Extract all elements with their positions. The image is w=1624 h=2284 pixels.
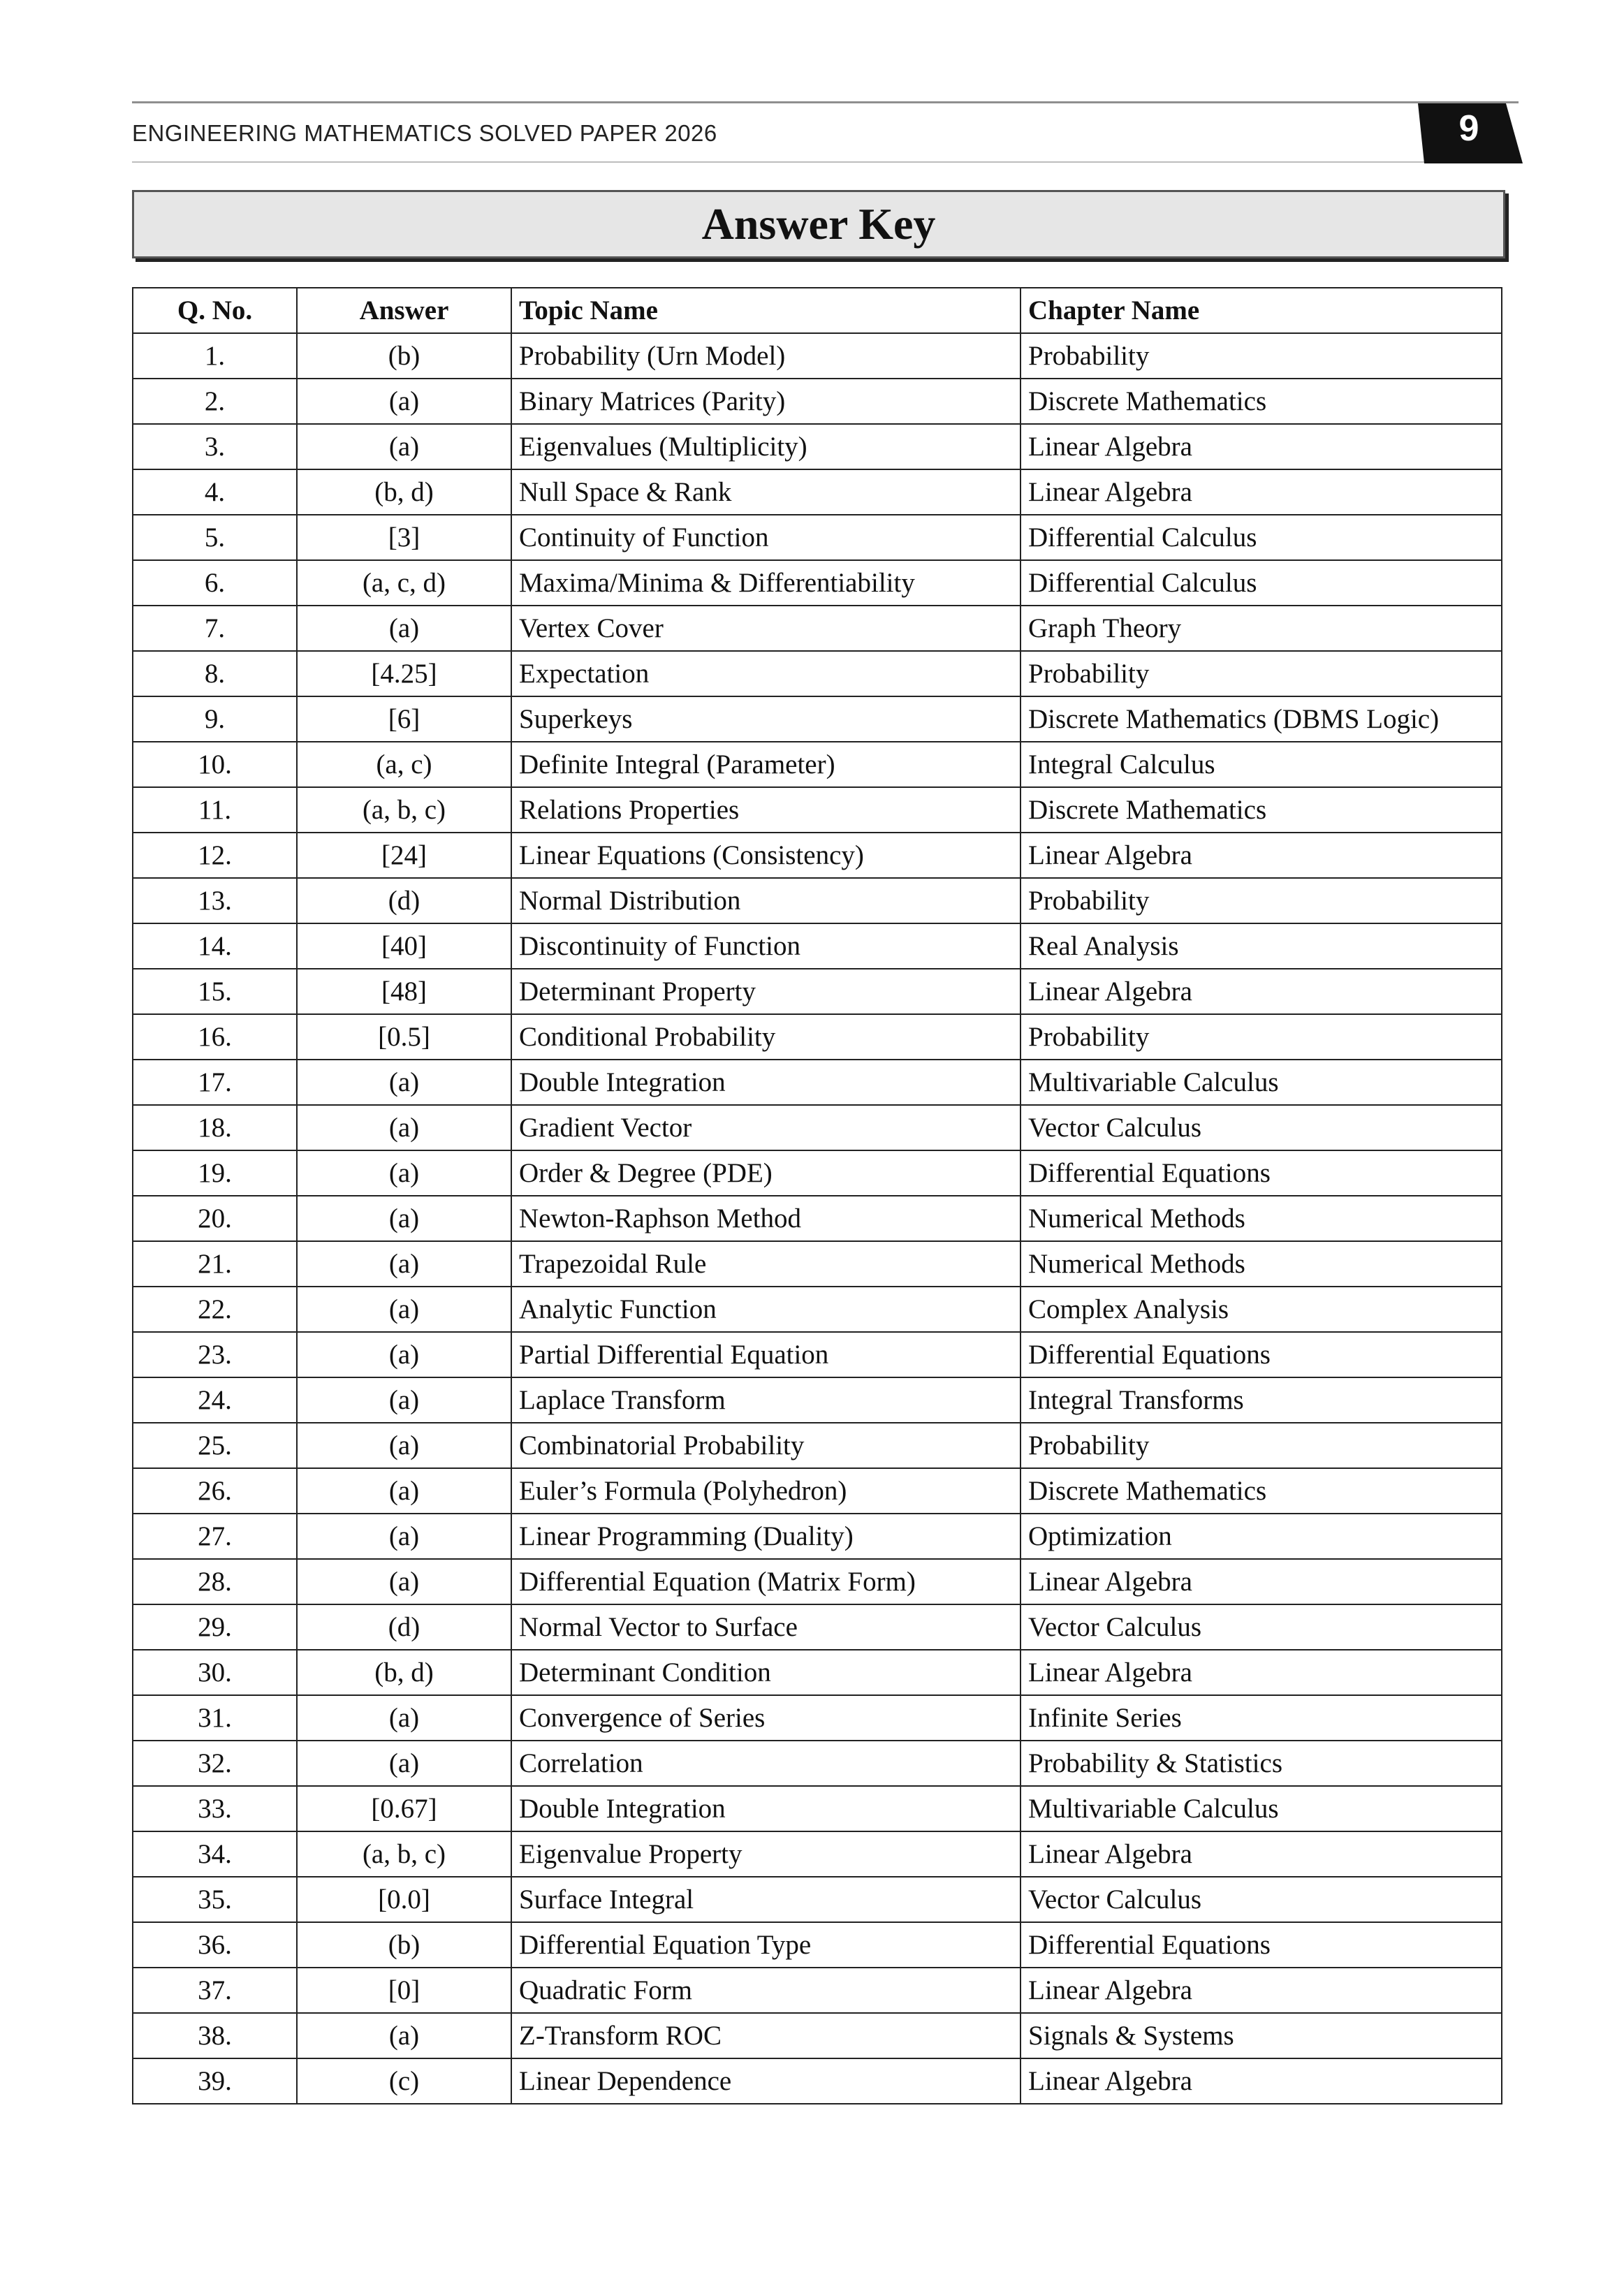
cell-chapter: Real Analysis <box>1021 923 1502 969</box>
cell-answer: (a) <box>297 1241 511 1287</box>
cell-qno: 9. <box>133 696 297 742</box>
cell-chapter: Linear Algebra <box>1021 469 1502 515</box>
cell-qno: 29. <box>133 1604 297 1650</box>
cell-chapter: Multivariable Calculus <box>1021 1060 1502 1105</box>
cell-chapter: Linear Algebra <box>1021 2058 1502 2104</box>
cell-qno: 5. <box>133 515 297 560</box>
cell-answer: [0] <box>297 1968 511 2013</box>
cell-qno: 3. <box>133 424 297 469</box>
cell-qno: 6. <box>133 560 297 606</box>
cell-topic: Surface Integral <box>511 1877 1021 1922</box>
table-row <box>133 1332 1502 1377</box>
cell-qno: 7. <box>133 606 297 651</box>
cell-chapter: Differential Equations <box>1021 1332 1502 1377</box>
cell-answer: (a) <box>297 1695 511 1741</box>
cell-chapter: Vector Calculus <box>1021 1105 1502 1150</box>
cell-topic: Partial Differential Equation <box>511 1332 1021 1377</box>
cell-topic: Quadratic Form <box>511 1968 1021 2013</box>
table-row <box>133 1877 1502 1922</box>
cell-qno: 23. <box>133 1332 297 1377</box>
cell-qno: 13. <box>133 878 297 923</box>
table-row <box>133 787 1502 833</box>
cell-chapter: Probability & Statistics <box>1021 1741 1502 1786</box>
cell-qno: 20. <box>133 1196 297 1241</box>
cell-qno: 38. <box>133 2013 297 2058</box>
cell-answer: (b) <box>297 1922 511 1968</box>
cell-answer: [40] <box>297 923 511 969</box>
table-row <box>133 2058 1502 2104</box>
cell-qno: 16. <box>133 1014 297 1060</box>
table-row <box>133 424 1502 469</box>
cell-qno: 32. <box>133 1741 297 1786</box>
table-row <box>133 969 1502 1014</box>
cell-answer: (b, d) <box>297 1650 511 1695</box>
cell-qno: 22. <box>133 1287 297 1332</box>
table-row <box>133 606 1502 651</box>
cell-qno: 11. <box>133 787 297 833</box>
cell-chapter: Differential Equations <box>1021 1150 1502 1196</box>
table-row <box>133 1014 1502 1060</box>
cell-answer: (a, c) <box>297 742 511 787</box>
cell-answer: (a) <box>297 1377 511 1423</box>
header-rule-top <box>132 101 1519 103</box>
cell-qno: 21. <box>133 1241 297 1287</box>
cell-answer: [0.67] <box>297 1786 511 1831</box>
table-row <box>133 651 1502 696</box>
table-row <box>133 1514 1502 1559</box>
table-row <box>133 1831 1502 1877</box>
cell-topic: Relations Properties <box>511 787 1021 833</box>
cell-answer: (a) <box>297 1287 511 1332</box>
cell-topic: Linear Equations (Consistency) <box>511 833 1021 878</box>
cell-answer: [0.5] <box>297 1014 511 1060</box>
cell-answer: (a) <box>297 1332 511 1377</box>
cell-qno: 37. <box>133 1968 297 2013</box>
cell-topic: Eigenvalue Property <box>511 1831 1021 1877</box>
cell-answer: [6] <box>297 696 511 742</box>
cell-chapter: Discrete Mathematics <box>1021 379 1502 424</box>
cell-chapter: Numerical Methods <box>1021 1196 1502 1241</box>
cell-topic: Gradient Vector <box>511 1105 1021 1150</box>
cell-qno: 36. <box>133 1922 297 1968</box>
cell-chapter: Signals & Systems <box>1021 2013 1502 2058</box>
cell-topic: Vertex Cover <box>511 606 1021 651</box>
cell-chapter: Probability <box>1021 651 1502 696</box>
column-header-answer: Answer <box>297 288 511 333</box>
table-row <box>133 1786 1502 1831</box>
cell-answer: (a) <box>297 1150 511 1196</box>
cell-chapter: Discrete Mathematics <box>1021 1468 1502 1514</box>
cell-chapter: Linear Algebra <box>1021 969 1502 1014</box>
cell-qno: 27. <box>133 1514 297 1559</box>
cell-answer: (b, d) <box>297 469 511 515</box>
cell-qno: 18. <box>133 1105 297 1150</box>
page-title: Answer Key <box>701 199 936 249</box>
cell-topic: Order & Degree (PDE) <box>511 1150 1021 1196</box>
table-row <box>133 1604 1502 1650</box>
cell-answer: (a) <box>297 1468 511 1514</box>
cell-chapter: Probability <box>1021 1423 1502 1468</box>
table-row <box>133 1287 1502 1332</box>
cell-qno: 17. <box>133 1060 297 1105</box>
cell-answer: (a) <box>297 2013 511 2058</box>
cell-chapter: Discrete Mathematics <box>1021 787 1502 833</box>
table-row <box>133 379 1502 424</box>
cell-topic: Z-Transform ROC <box>511 2013 1021 2058</box>
cell-answer: (a) <box>297 1559 511 1604</box>
cell-qno: 28. <box>133 1559 297 1604</box>
cell-answer: (d) <box>297 1604 511 1650</box>
cell-answer: (a) <box>297 606 511 651</box>
table-row <box>133 1060 1502 1105</box>
cell-answer: (a, b, c) <box>297 787 511 833</box>
table-row <box>133 1150 1502 1196</box>
cell-topic: Determinant Condition <box>511 1650 1021 1695</box>
cell-qno: 15. <box>133 969 297 1014</box>
table-row <box>133 1650 1502 1695</box>
cell-answer: (a, c, d) <box>297 560 511 606</box>
cell-answer: (a) <box>297 379 511 424</box>
cell-topic: Convergence of Series <box>511 1695 1021 1741</box>
cell-qno: 34. <box>133 1831 297 1877</box>
cell-chapter: Differential Calculus <box>1021 560 1502 606</box>
table-row <box>133 560 1502 606</box>
cell-chapter: Linear Algebra <box>1021 1968 1502 2013</box>
cell-answer: (a) <box>297 1514 511 1559</box>
cell-chapter: Optimization <box>1021 1514 1502 1559</box>
cell-answer: (a) <box>297 424 511 469</box>
cell-answer: [24] <box>297 833 511 878</box>
cell-chapter: Linear Algebra <box>1021 424 1502 469</box>
cell-chapter: Linear Algebra <box>1021 1559 1502 1604</box>
cell-topic: Analytic Function <box>511 1287 1021 1332</box>
cell-qno: 1. <box>133 333 297 379</box>
answer-key-table <box>132 287 1502 2104</box>
cell-topic: Euler’s Formula (Polyhedron) <box>511 1468 1021 1514</box>
cell-answer: (c) <box>297 2058 511 2104</box>
cell-topic: Superkeys <box>511 696 1021 742</box>
cell-chapter: Integral Transforms <box>1021 1377 1502 1423</box>
cell-chapter: Discrete Mathematics (DBMS Logic) <box>1021 696 1502 742</box>
table-row <box>133 1559 1502 1604</box>
cell-answer: (d) <box>297 878 511 923</box>
table-row <box>133 696 1502 742</box>
cell-chapter: Integral Calculus <box>1021 742 1502 787</box>
cell-chapter: Linear Algebra <box>1021 1831 1502 1877</box>
cell-chapter: Linear Algebra <box>1021 1650 1502 1695</box>
header-rule-bottom <box>132 161 1487 163</box>
cell-topic: Determinant Property <box>511 969 1021 1014</box>
cell-chapter: Complex Analysis <box>1021 1287 1502 1332</box>
cell-qno: 33. <box>133 1786 297 1831</box>
table-row <box>133 469 1502 515</box>
cell-qno: 10. <box>133 742 297 787</box>
cell-topic: Double Integration <box>511 1786 1021 1831</box>
cell-answer: (a) <box>297 1105 511 1150</box>
table-row <box>133 1468 1502 1514</box>
cell-topic: Correlation <box>511 1741 1021 1786</box>
table-row <box>133 1968 1502 2013</box>
table-row <box>133 515 1502 560</box>
table-row <box>133 333 1502 379</box>
cell-qno: 25. <box>133 1423 297 1468</box>
cell-qno: 12. <box>133 833 297 878</box>
cell-topic: Trapezoidal Rule <box>511 1241 1021 1287</box>
title-box <box>132 190 1505 258</box>
table-row <box>133 1695 1502 1741</box>
column-header-topic: Topic Name <box>511 288 1021 333</box>
cell-topic: Normal Distribution <box>511 878 1021 923</box>
table-row <box>133 878 1502 923</box>
cell-chapter: Numerical Methods <box>1021 1241 1502 1287</box>
cell-topic: Linear Programming (Duality) <box>511 1514 1021 1559</box>
cell-topic: Conditional Probability <box>511 1014 1021 1060</box>
table-row <box>133 1241 1502 1287</box>
table-row <box>133 833 1502 878</box>
cell-qno: 39. <box>133 2058 297 2104</box>
page-number: 9 <box>1458 108 1479 149</box>
table-row <box>133 1196 1502 1241</box>
cell-qno: 2. <box>133 379 297 424</box>
cell-answer: [3] <box>297 515 511 560</box>
cell-qno: 8. <box>133 651 297 696</box>
cell-qno: 14. <box>133 923 297 969</box>
cell-answer: (b) <box>297 333 511 379</box>
table-row <box>133 1741 1502 1786</box>
cell-answer: (a) <box>297 1196 511 1241</box>
cell-chapter: Vector Calculus <box>1021 1877 1502 1922</box>
cell-topic: Continuity of Function <box>511 515 1021 560</box>
table-row <box>133 1922 1502 1968</box>
cell-topic: Maxima/Minima & Differentiability <box>511 560 1021 606</box>
cell-answer: (a) <box>297 1423 511 1468</box>
cell-topic: Binary Matrices (Parity) <box>511 379 1021 424</box>
cell-answer: [0.0] <box>297 1877 511 1922</box>
table-row <box>133 1105 1502 1150</box>
cell-chapter: Probability <box>1021 1014 1502 1060</box>
running-head-title: ENGINEERING MATHEMATICS SOLVED PAPER 2026 <box>132 120 717 146</box>
table-header-row <box>133 288 1502 333</box>
cell-answer: [48] <box>297 969 511 1014</box>
cell-topic: Combinatorial Probability <box>511 1423 1021 1468</box>
cell-chapter: Differential Equations <box>1021 1922 1502 1968</box>
cell-topic: Expectation <box>511 651 1021 696</box>
cell-qno: 31. <box>133 1695 297 1741</box>
table-row <box>133 1377 1502 1423</box>
cell-qno: 30. <box>133 1650 297 1695</box>
cell-qno: 4. <box>133 469 297 515</box>
cell-qno: 35. <box>133 1877 297 1922</box>
cell-chapter: Vector Calculus <box>1021 1604 1502 1650</box>
cell-topic: Newton-Raphson Method <box>511 1196 1021 1241</box>
column-header-qno: Q. No. <box>133 288 297 333</box>
cell-topic: Double Integration <box>511 1060 1021 1105</box>
cell-chapter: Infinite Series <box>1021 1695 1502 1741</box>
table-row <box>133 1423 1502 1468</box>
cell-chapter: Probability <box>1021 333 1502 379</box>
cell-topic: Normal Vector to Surface <box>511 1604 1021 1650</box>
cell-answer: [4.25] <box>297 651 511 696</box>
table-row <box>133 923 1502 969</box>
cell-answer: (a) <box>297 1060 511 1105</box>
cell-topic: Probability (Urn Model) <box>511 333 1021 379</box>
cell-topic: Linear Dependence <box>511 2058 1021 2104</box>
cell-topic: Laplace Transform <box>511 1377 1021 1423</box>
cell-chapter: Linear Algebra <box>1021 833 1502 878</box>
cell-topic: Null Space & Rank <box>511 469 1021 515</box>
cell-answer: (a) <box>297 1741 511 1786</box>
cell-chapter: Multivariable Calculus <box>1021 1786 1502 1831</box>
cell-chapter: Differential Calculus <box>1021 515 1502 560</box>
cell-topic: Differential Equation (Matrix Form) <box>511 1559 1021 1604</box>
cell-qno: 26. <box>133 1468 297 1514</box>
table-row <box>133 2013 1502 2058</box>
cell-topic: Differential Equation Type <box>511 1922 1021 1968</box>
cell-answer: (a, b, c) <box>297 1831 511 1877</box>
cell-chapter: Graph Theory <box>1021 606 1502 651</box>
table-row <box>133 742 1502 787</box>
cell-qno: 19. <box>133 1150 297 1196</box>
table-body <box>133 333 1502 2104</box>
column-header-chapter: Chapter Name <box>1021 288 1502 333</box>
cell-topic: Discontinuity of Function <box>511 923 1021 969</box>
cell-chapter: Probability <box>1021 878 1502 923</box>
cell-qno: 24. <box>133 1377 297 1423</box>
cell-topic: Definite Integral (Parameter) <box>511 742 1021 787</box>
cell-topic: Eigenvalues (Multiplicity) <box>511 424 1021 469</box>
